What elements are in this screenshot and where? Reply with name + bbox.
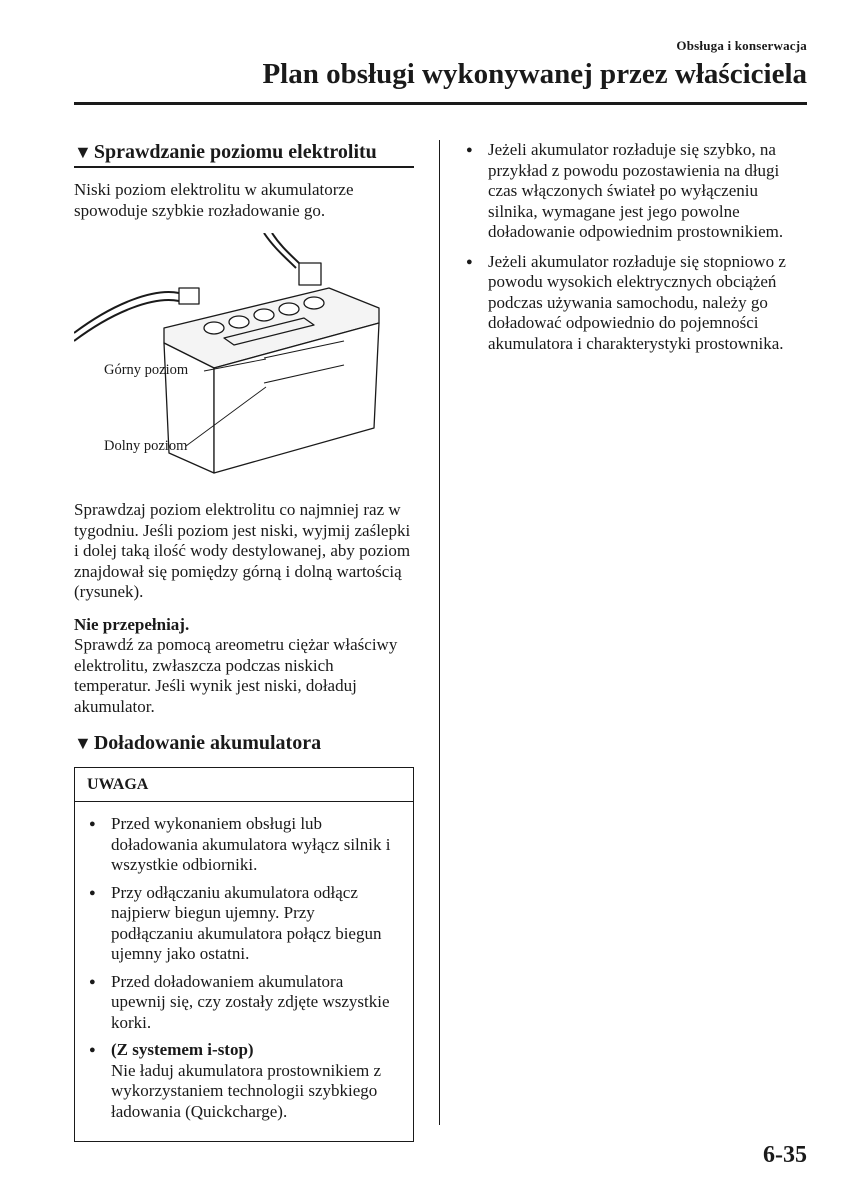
- istop-label: ● (Z systemem i-stop): [111, 1040, 254, 1059]
- page-number: 6-35: [763, 1142, 807, 1168]
- caution-item: ● Przed doładowaniem akumulatora upewnij się, czy zostały zdjęte wszystkie korki.: [87, 972, 401, 1034]
- list-item: ● Jeżeli akumulator rozładuje się stopniowo z powodu wysokich elektrycznych obciążeń podczas używania samochodu, należy go doładować odpowiednio do pojemności akumulatora i charakterystyki prostownika.: [464, 252, 809, 355]
- caution-box: [74, 767, 414, 1142]
- right-column: [464, 140, 809, 363]
- section-label: Obsługa i konserwacja: [676, 38, 807, 53]
- title-rule: [74, 102, 807, 105]
- left-column: [74, 140, 414, 1142]
- list-item: ● Jeżeli akumulator rozładuje się szybko, na przykład z powodu pozostawienia na długi czas włączonych świateł po wyłączeniu silnika, wymagane jest jego powolne doładowanie odpowiednim prostownikiem.: [464, 140, 809, 243]
- page-title: Plan obsługi wykonywanej przez właściciela: [262, 58, 807, 90]
- caution-item: ● Przed wykonaniem obsługi lub doładowania akumulatora wyłącz silnik i wszystkie odbiorniki.: [87, 814, 401, 876]
- heading-electrolyte-check: [74, 140, 414, 164]
- triangle-icon: ▼: [74, 142, 92, 162]
- istop-text: Nie ładuj akumulatora prostownikiem z wykorzystaniem technologii szybkiego ładowania (Quickcharge).: [111, 1060, 382, 1121]
- heading-battery-charging: [74, 731, 414, 755]
- intro-paragraph: Niski poziom elektrolitu w akumulatorze spowoduje szybkie rozładowanie go.: [74, 180, 354, 220]
- triangle-icon: ▼: [74, 733, 92, 753]
- column-divider: [439, 140, 440, 1125]
- battery-figure: [74, 233, 414, 488]
- upper-level-label: Górny poziom: [104, 362, 189, 378]
- lower-level-label: Dolny poziom: [104, 438, 188, 454]
- caution-item-istop: [87, 1040, 401, 1122]
- caution-title: UWAGA: [75, 768, 413, 802]
- gravity-paragraph: Sprawdź za pomocą areometru ciężar właściwy elektrolitu, zwłaszcza podczas niskich temperatur. Jeśli wynik jest niski, doładuj akumulator.: [74, 635, 398, 716]
- heading-electrolyte-check-text: Sprawdzanie poziomu elektrolitu: [93, 141, 377, 163]
- check-paragraph: Sprawdzaj poziom elektrolitu co najmniej raz w tygodniu. Jeśli poziom jest niski, wyjmij zaślepki i dolej taką ilość wody destylowanej, aby poziom znajdował się pomiędzy górną i dolną wartością (rysunek).: [74, 500, 411, 601]
- caution-list: [75, 802, 413, 1141]
- heading-battery-charging-text: Doładowanie akumulatora: [93, 732, 322, 754]
- charging-bullets: [464, 140, 809, 354]
- no-overfill-text: Nie przepełniaj.: [74, 614, 190, 634]
- heading-rule: [74, 166, 414, 168]
- caution-item: ● Przy odłączaniu akumulatora odłącz najpierw biegun ujemny. Przy podłączaniu akumulatora połącz biegun ujemny jako ostatni.: [87, 883, 401, 965]
